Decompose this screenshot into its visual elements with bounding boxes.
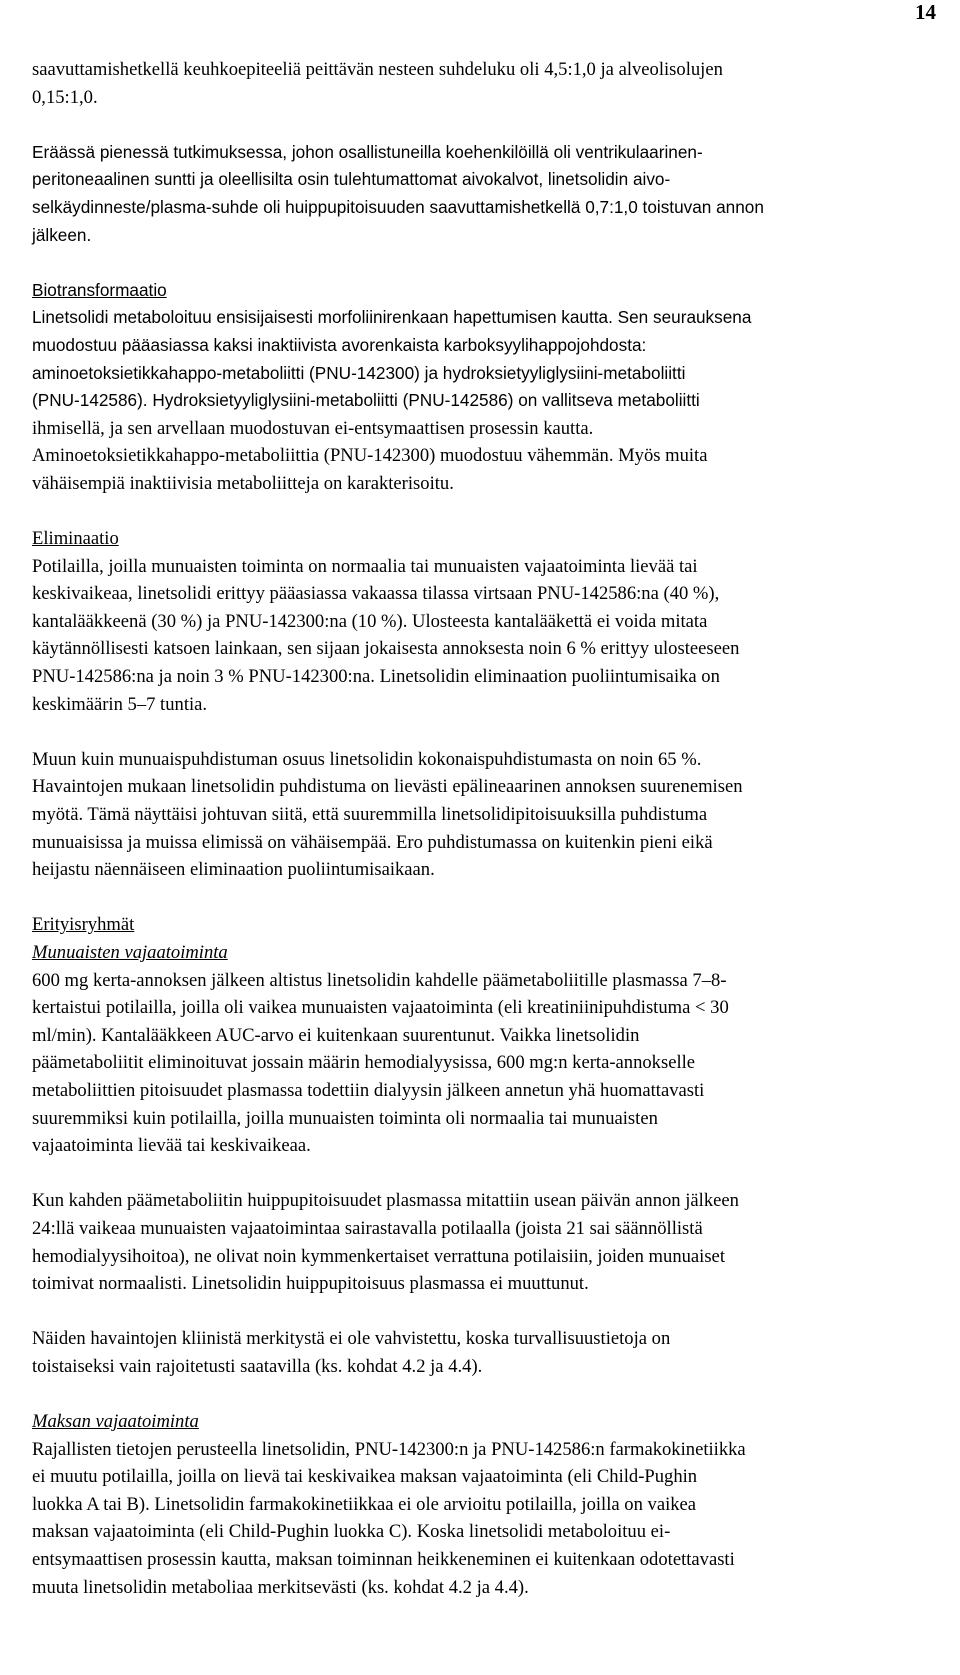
text-line: heijastu näennäiseen eliminaation puoliintumisaikaan. <box>32 859 435 881</box>
paragraph-clearance <box>32 746 932 884</box>
text-line: saavuttamishetkellä keuhkoepiteeliä peittävän nesteen suhdeluku oli 4,5:1,0 ja alveolisolujen <box>32 59 723 80</box>
text-line: suuremmiksi kuin potilailla, joilla munuaisten toiminta oli normaalia tai munuaisten <box>32 1107 658 1129</box>
text-line: ei muutu potilailla, joilla on lievä tai keskivaikea maksan vajaatoiminta (eli Child-Pughin <box>32 1466 698 1488</box>
heading-elimination: Eliminaatio <box>32 528 119 550</box>
heading-biotransformation: Biotransformaatio <box>32 279 167 300</box>
heading-renal-impairment: Munuaisten vajaatoiminta <box>32 942 228 963</box>
text-line: toimivat normaalisti. Linetsolidin huippupitoisuus plasmassa ei muuttunut. <box>32 1273 589 1295</box>
text-line: muodostuu pääasiassa kaksi inaktiivista avorenkaista karboksyylihappojohdosta: <box>32 334 647 355</box>
text-line: Potilailla, joilla munuaisten toiminta on normaalia tai munuaisten vajaatoiminta lievää tai <box>32 555 698 577</box>
text-line: jälkeen. <box>32 224 92 245</box>
heading-hepatic-impairment: Maksan vajaatoiminta <box>32 1411 199 1433</box>
text-line: munuaisissa ja muissa elimissä on vähäisempää. Ero puhdistumassa on kuitenkin pieni eikä <box>32 831 713 853</box>
heading-special-populations: Erityisryhmät <box>32 914 135 936</box>
text-line: Kun kahden päämetaboliitin huippupitoisuudet plasmassa mitattiin usean päivän annon jälkeen <box>32 1190 739 1212</box>
paragraph-csf-ratio <box>32 56 932 111</box>
text-line: toistaiseksi vain rajoitetusti saatavilla (ks. kohdat 4.2 ja 4.4). <box>32 1355 483 1377</box>
text-line: Rajallisten tietojen perusteella linetsolidin, PNU-142300:n ja PNU-142586:n farmakokinetiikka <box>32 1438 746 1460</box>
text-line: Aminoetoksietikkahappo-metaboliittia (PNU-142300) muodostuu vähemmän. Myös muita <box>32 445 708 467</box>
text-line: kertaistui potilailla, joilla oli vaikea munuaisten vajaatoiminta (eli kreatiniinipuhdistuma < 30 <box>32 997 729 1019</box>
text-line: keskivaikeaa, linetsolidi erittyy pääasiassa vakaassa tilassa virtsaan PNU-142586:na (40 %), <box>32 583 720 605</box>
text-line: PNU-142586:na ja noin 3 % PNU-142300:na. Linetsolidin eliminaation puoliintumisaika on <box>32 666 720 688</box>
paragraph-biotransformation <box>32 304 932 497</box>
text-line: vajaatoiminta lievää tai keskivaikeaa. <box>32 1135 311 1157</box>
text-line: maksan vajaatoiminta (eli Child-Pughin luokka C). Koska linetsolidi metaboloituu ei- <box>32 1521 671 1543</box>
text-line: muuta linetsolidin metaboliaa merkitsevästi (ks. kohdat 4.2 ja 4.4). <box>32 1576 529 1598</box>
text-line: hemodialyysihoitoa), ne olivat noin kymmenkertaiset verrattuna potilaisiin, joiden munuaiset <box>32 1245 725 1267</box>
text-line: vähäisempiä inaktiivisia metaboliitteja on karakterisoitu. <box>32 472 454 494</box>
text-line: myötä. Tämä näyttäisi johtuvan siitä, että suuremmilla linetsolidipitoisuuksilla puhdistuma <box>32 804 708 826</box>
text-line: Näiden havaintojen kliinistä merkitystä ei ole vahvistettu, koska turvallisuustietoja on <box>32 1328 671 1350</box>
text-line: Eräässä pienessä tutkimuksessa, johon osallistuneilla koehenkilöillä oli ventrikulaarinen- <box>32 141 703 162</box>
text-line: entsymaattisen prosessin kautta, maksan toiminnan heikkeneminen ei kuitenkaan odotettavasti <box>32 1549 735 1571</box>
text-line: Havaintojen mukaan linetsolidin puhdistuma on lievästi epälineaarinen annoksen suurenemisen <box>32 776 743 798</box>
paragraph-hepatic-impairment <box>32 1436 932 1602</box>
text-line: ihmisellä, ja sen arvellaan muodostuvan ei-entsymaattisen prosessin kautta. <box>32 417 594 439</box>
text-line: luokka A tai B). Linetsolidin farmakokinetiikkaa ei ole arvioitu potilailla, joilla on vaikea <box>32 1493 697 1515</box>
text-line: kantalääkkeenä (30 %) ja PNU-142300:na (10 %). Ulosteesta kantalääkettä ei voida mitata <box>32 610 708 632</box>
text-line: keskimäärin 5–7 tuntia. <box>32 693 208 715</box>
page-number: 14 <box>915 0 936 24</box>
text-line: 24:llä vaikeaa munuaisten vajaatoimintaa sairastavalla potilaalla (joista 21 sai säännöllistä <box>32 1217 703 1239</box>
paragraph-clinical-significance <box>32 1325 932 1380</box>
document-body <box>32 56 932 1601</box>
text-line: Linetsolidi metaboloituu ensisijaisesti morfoliinirenkaan hapettumisen kautta. Sen seurauksena <box>32 307 752 328</box>
text-line: käytännöllisesti katsoen lainkaan, sen sijaan jokaisesta annoksesta noin 6 % erittyy ulosteeseen <box>32 638 740 660</box>
paragraph-elimination <box>32 553 932 719</box>
text-line: 600 mg kerta-annoksen jälkeen altistus linetsolidin kahdelle päämetaboliitille plasmassa 7–8- <box>32 969 727 991</box>
paragraph-ventricular-study <box>32 139 932 249</box>
paragraph-renal-impairment <box>32 967 932 1160</box>
text-line: päämetaboliitit eliminoituvat jossain määrin hemodialyysissa, 600 mg:n kerta-annokselle <box>32 1052 696 1074</box>
text-line: selkäydinneste/plasma-suhde oli huippupitoisuuden saavuttamishetkellä 0,7:1,0 toistuvan annon <box>32 196 764 217</box>
text-line: metaboliittien pitoisuudet plasmassa todettiin dialyysin jälkeen annetun yhä huomattavasti <box>32 1079 705 1101</box>
text-line: ml/min). Kantalääkkeen AUC-arvo ei kuitenkaan suurentunut. Vaikka linetsolidin <box>32 1024 640 1046</box>
text-line: 0,15:1,0. <box>32 86 98 108</box>
text-line: (PNU-142586). Hydroksietyyliglysiini-metaboliitti (PNU-142586) on vallitseva metaboliitti <box>32 390 700 411</box>
paragraph-metabolite-peaks <box>32 1187 932 1297</box>
text-line: aminoetoksietikkahappo-metaboliitti (PNU-142300) ja hydroksietyyliglysiini-metaboliitti <box>32 362 686 383</box>
text-line: peritoneaalinen suntti ja oleellisilta osin tulehtumattomat aivokalvot, linetsolidin aivo- <box>32 169 671 190</box>
text-line: Muun kuin munuaispuhdistuman osuus linetsolidin kokonaispuhdistumasta on noin 65 %. <box>32 748 702 770</box>
